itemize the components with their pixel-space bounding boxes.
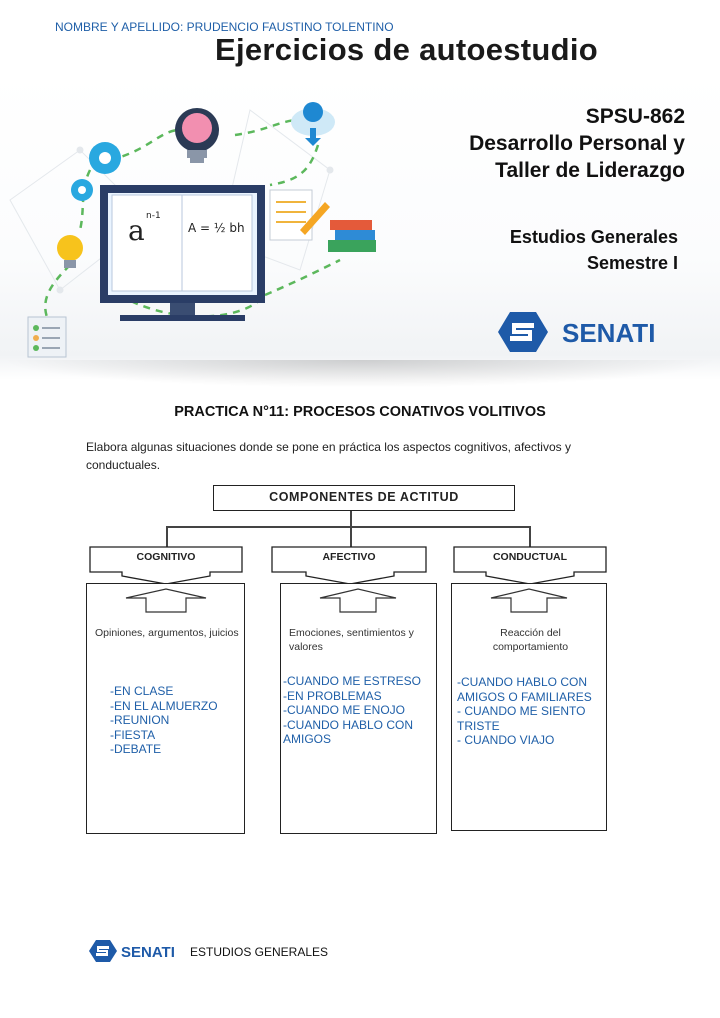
connector-line <box>166 526 530 528</box>
answer-line: AMIGOS O FAMILIARES <box>457 689 592 704</box>
answer-line: -EN PROBLEMAS <box>283 688 382 703</box>
answer-line: TRISTE <box>457 718 500 733</box>
root-box <box>213 485 515 511</box>
course-code: SPSU-862 <box>585 105 685 128</box>
answer-line: -REUNION <box>110 713 170 727</box>
course-name-line1: Desarrollo Personal y <box>469 132 685 155</box>
cognitivo-description: Opiniones, argumentos, juicios <box>95 627 239 639</box>
course-name-line2: Taller de Liderazgo <box>495 159 685 182</box>
root-label: COMPONENTES DE ACTITUD <box>269 490 459 504</box>
answer-line: -EN EL ALMUERZO <box>110 698 218 713</box>
brain-bulb-icon <box>175 108 219 163</box>
svg-text:CONDUCTUAL: CONDUCTUAL <box>492 551 568 563</box>
afectivo-description: Emociones, sentimientos y valores <box>289 627 414 653</box>
up-arrows <box>0 588 720 618</box>
lightbulb-icon <box>57 235 83 268</box>
svg-text:A = ½ bh: A = ½ bh <box>188 221 245 235</box>
books-icon <box>328 220 376 252</box>
answer-line: -CUANDO ME ENOJO <box>283 703 406 717</box>
svg-text:SENATI: SENATI <box>121 944 175 961</box>
computer-monitor-icon <box>100 185 265 321</box>
svg-text:AFECTIVO: AFECTIVO <box>322 551 376 563</box>
semester: Semestre I <box>586 253 678 273</box>
answer-line: -CUANDO HABLO CON <box>283 717 414 732</box>
senati-logo <box>496 309 686 355</box>
svg-text:n-1: n-1 <box>146 211 161 221</box>
course-info <box>469 103 685 184</box>
answer-line: -FIESTA <box>110 727 156 742</box>
program-info <box>510 224 678 276</box>
svg-text:SENATI: SENATI <box>562 318 656 348</box>
instructions: Elabora algunas situaciones donde se pone en práctica los aspectos cognitivos, afectivos y conductuales. <box>86 440 571 472</box>
conductual-answers <box>457 675 592 748</box>
conductual-description: Reacción del comportamiento <box>492 627 569 653</box>
program-name: Estudios Generales <box>509 227 678 247</box>
svg-text:COGNITIVO: COGNITIVO <box>136 551 196 563</box>
answer-line: -DEBATE <box>110 742 162 756</box>
student-name: NOMBRE Y APELLIDO: PRUDENCIO FAUSTINO TOLENTINO <box>55 20 394 34</box>
cognitivo-answers <box>110 684 218 757</box>
answer-line: AMIGOS <box>283 732 332 746</box>
footer-senati-logo <box>88 938 188 964</box>
page-title: Ejercicios de autoestudio <box>215 32 599 67</box>
answer-line: - CUANDO VIAJO <box>457 733 555 747</box>
answer-line: -CUANDO HABLO CON <box>457 675 588 689</box>
practice-title: PRACTICA N°11: PROCESOS CONATIVOS VOLITIVOS <box>174 404 546 420</box>
answer-line: - CUANDO ME SIENTO <box>457 704 586 718</box>
afectivo-answers <box>283 674 421 747</box>
info-cloud-icon <box>291 102 335 146</box>
connector-line <box>350 511 352 527</box>
self-study-illustration <box>0 90 440 370</box>
footer-text: ESTUDIOS GENERALES <box>190 945 329 959</box>
svg-text:a: a <box>128 214 145 247</box>
checklist-icon <box>28 317 66 357</box>
answer-line: -CUANDO ME ESTRESO <box>283 674 422 688</box>
notepad-pencil-icon <box>270 190 330 240</box>
answer-line: -EN CLASE <box>110 684 174 698</box>
